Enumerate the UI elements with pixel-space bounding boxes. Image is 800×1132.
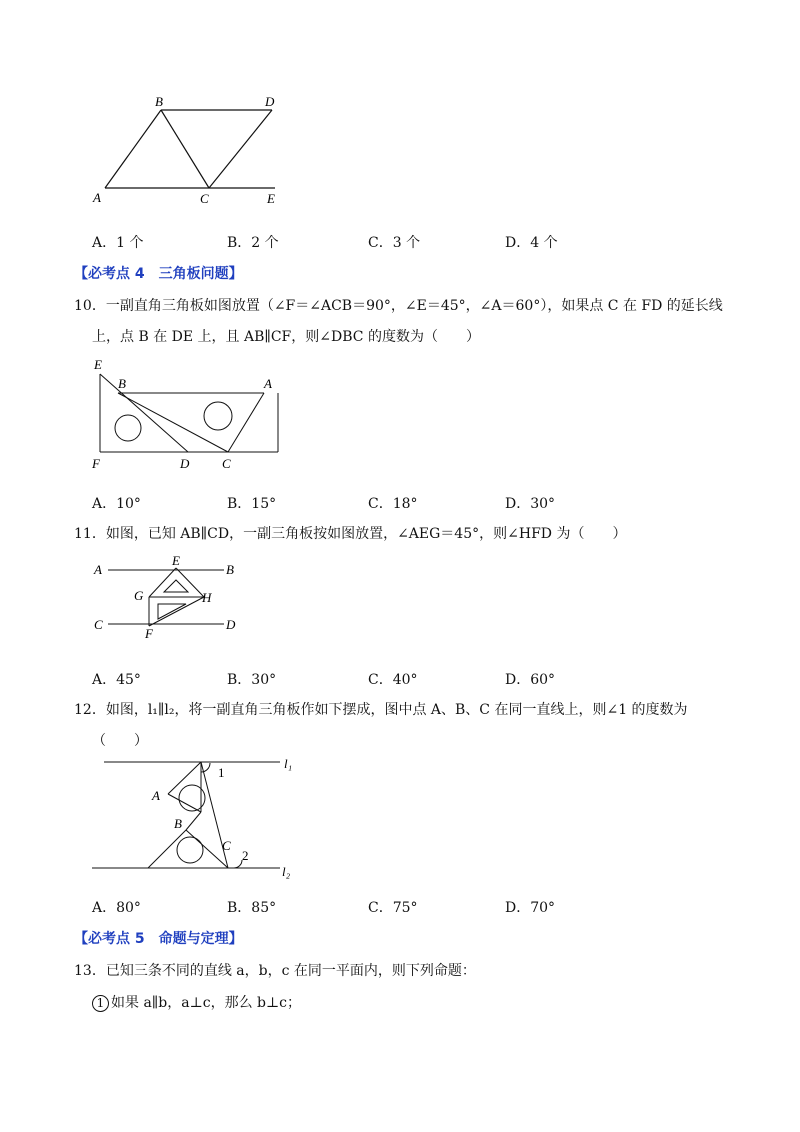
label-B: B <box>155 94 163 109</box>
q12-label-B: B <box>174 816 182 831</box>
q9-option-d: D．4 个 <box>505 235 558 251</box>
q10-option-a: A．10° <box>92 496 141 512</box>
q11-label-G: G <box>134 588 144 603</box>
q11-label-B: B <box>226 562 234 577</box>
section-heading-5: 【必考点 5 命题与定理】 <box>74 931 243 947</box>
q12-stem-line1: 12．如图，l₁∥l₂，将一副直角三角板作如下摆成，图中点 A、B、C 在同一直线上，则∠1 的度数为 <box>74 702 688 718</box>
label-C: C <box>200 191 209 206</box>
q13-item-1 <box>92 993 301 1013</box>
q11-option-a: A．45° <box>92 672 141 688</box>
figure-abcde <box>85 88 295 213</box>
label-D: D <box>265 94 275 109</box>
figure-q11 <box>88 552 248 642</box>
q13-stem-line1: 13．已知三条不同的直线 a，b，c 在同一平面内，则下列命题： <box>74 963 476 979</box>
q11-label-A: A <box>94 562 102 577</box>
q10-label-C: C <box>222 456 231 471</box>
q12-label-l2: l₂ <box>282 864 291 879</box>
q10-label-A: A <box>264 376 272 391</box>
q10-label-F: F <box>92 456 100 471</box>
q12-label-C: C <box>222 838 231 853</box>
label-A: A <box>93 190 101 205</box>
q12-option-a: A．80° <box>92 900 141 916</box>
section-heading-4: 【必考点 4 三角板问题】 <box>74 266 243 282</box>
q10-option-c: C．18° <box>368 496 418 512</box>
figure-q12 <box>88 752 308 887</box>
q12-option-c: C．75° <box>368 900 418 916</box>
q12-label-A: A <box>152 788 160 803</box>
q11-option-b: B．30° <box>227 672 277 688</box>
label-E: E <box>267 191 275 206</box>
q12-option-b: B．85° <box>227 900 277 916</box>
q12-label-2: 2 <box>242 848 249 863</box>
q11-option-c: C．40° <box>368 672 418 688</box>
q11-label-C: C <box>94 617 103 632</box>
q9-option-a: A．1 个 <box>92 235 144 251</box>
q11-label-H: H <box>202 590 212 605</box>
q11-label-F: F <box>145 626 153 641</box>
q10-option-d: D．30° <box>505 496 556 512</box>
q10-option-b: B．15° <box>227 496 277 512</box>
q10-stem-line2: 上，点 B 在 DE 上，且 AB∥CF，则∠DBC 的度数为（ ） <box>92 329 480 345</box>
q10-label-B: B <box>118 376 126 391</box>
q12-stem-line2: （ ） <box>92 733 148 749</box>
q10-label-E: E <box>94 357 102 372</box>
q11-option-d: D．60° <box>505 672 556 688</box>
q11-label-E: E <box>172 553 180 568</box>
q10-stem-line1: 10．一副直角三角板如图放置（∠F＝∠ACB＝90°，∠E＝45°，∠A＝60°），如果点 C 在 FD 的延长线 <box>74 298 723 314</box>
q10-label-D: D <box>180 456 190 471</box>
q13-item-1-text: 如果 a∥b，a⊥c，那么 b⊥c； <box>111 995 301 1011</box>
q9-option-b: B．2 个 <box>227 235 279 251</box>
q9-option-c: C．3 个 <box>368 235 421 251</box>
figure-q10 <box>88 356 288 471</box>
q11-label-D: D <box>226 617 236 632</box>
item-number-circle: 1 <box>92 995 109 1012</box>
q12-label-l1: l₁ <box>284 756 293 771</box>
q12-option-d: D．70° <box>505 900 556 916</box>
q11-stem-line1: 11．如图，已知 AB∥CD，一副三角板按如图放置，∠AEG＝45°，则∠HFD 为（ ） <box>74 526 627 542</box>
q12-label-1: 1 <box>218 765 225 780</box>
